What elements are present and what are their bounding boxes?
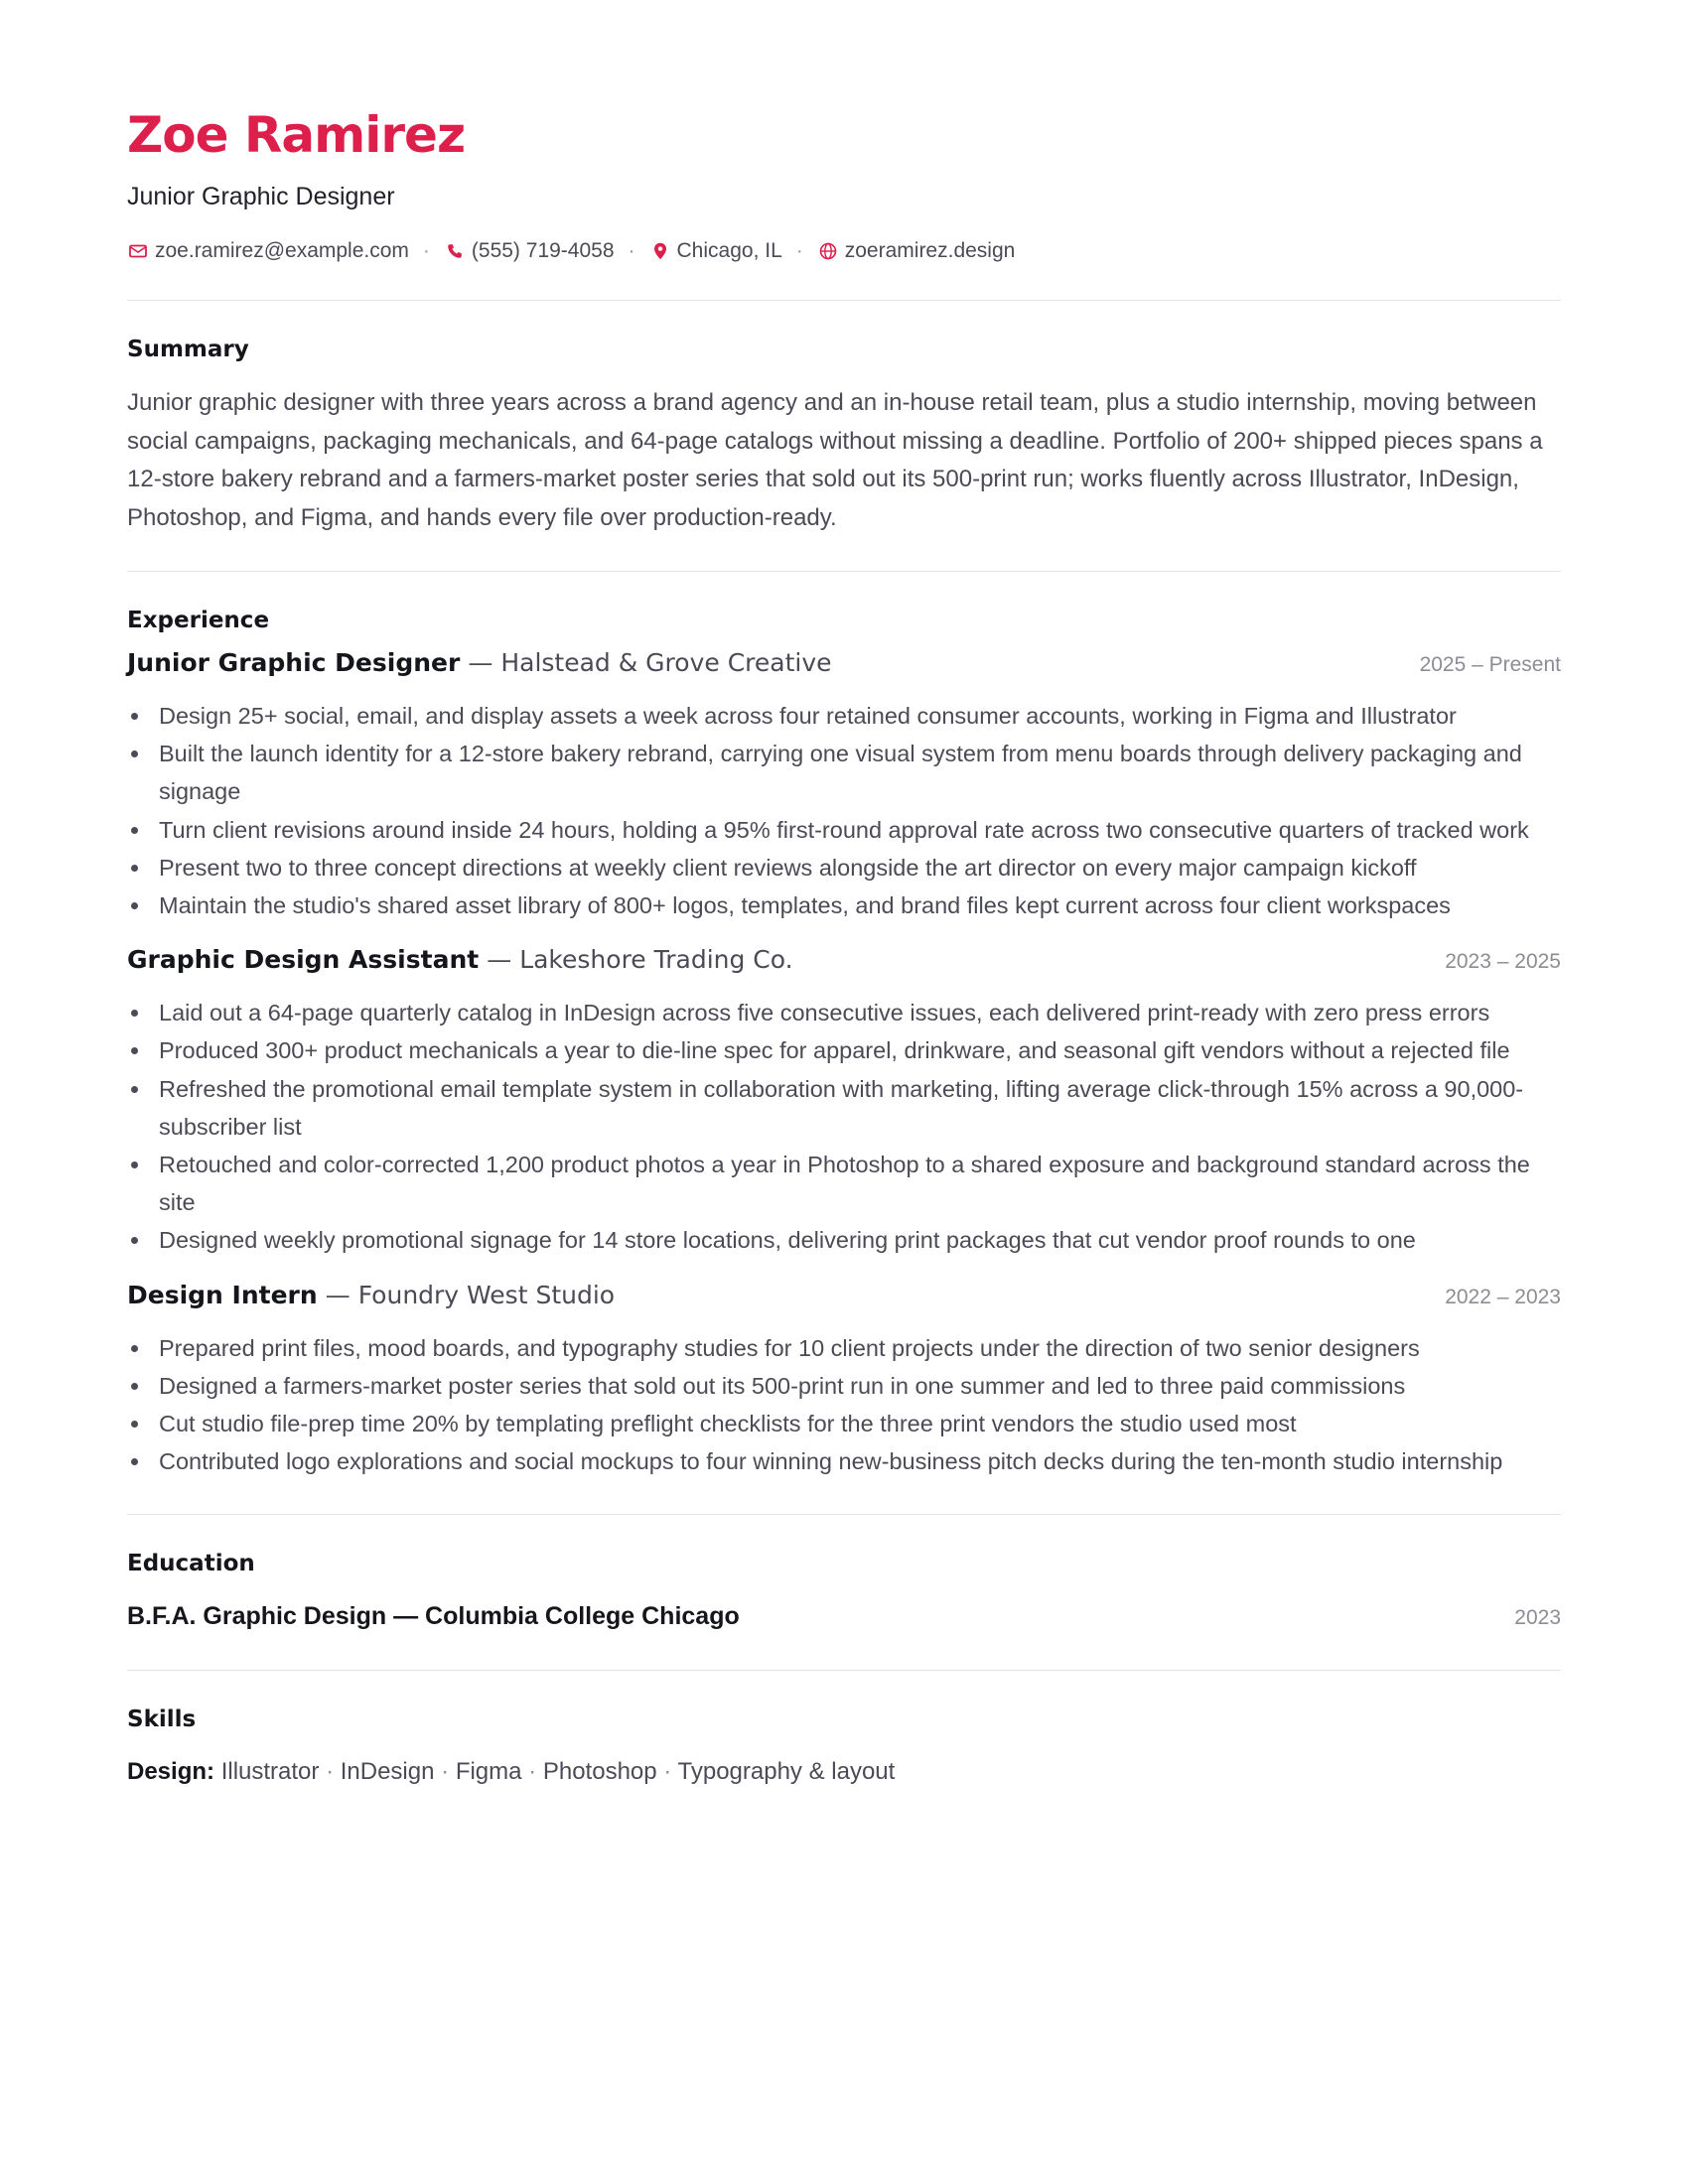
job-dash: — <box>468 648 493 677</box>
job-entry <box>127 942 1561 1259</box>
education-section <box>127 1549 1561 1636</box>
contact-email-text: zoe.ramirez@example.com <box>155 239 409 262</box>
skills-row <box>127 1754 1561 1790</box>
job-role: Design Intern <box>127 1280 318 1309</box>
summary-heading: Summary <box>127 337 249 362</box>
skills-label: Design: <box>127 1758 215 1786</box>
resume-header <box>127 99 1561 266</box>
skill-item: Figma <box>455 1758 522 1786</box>
skills-heading: Skills <box>127 1706 197 1733</box>
skill-separator: · <box>528 1758 537 1786</box>
summary-text: Junior graphic designer with three years across a brand agency and an in-house retail team, plus a studio internship, moving between social campaigns, packaging mechanicals, and 64-page catalogs without missing a deadline. Portfolio of 200+ shipped pieces spans a 12-store bakery rebrand and a farmers-market poster series that sold out its 500-print run; works fluently across Illustrator, InDesign, Photoshop, and Figma, and hands every file over production-ready. <box>127 389 1543 531</box>
job-company: Halstead & Grove Creative <box>500 648 832 677</box>
skill-item: Typography & layout <box>677 1758 896 1786</box>
section-divider <box>127 300 1561 301</box>
job-bullet: Designed a farmers-market poster series that sold out its 500-print run in one summer and led to three paid commissions <box>159 1367 1561 1405</box>
skill-separator: · <box>441 1758 450 1786</box>
contact-location <box>649 236 782 266</box>
job-bullet: Laid out a 64-page quarterly catalog in InDesign across five consecutive issues, each delivered print-ready with zero press errors <box>159 994 1561 1031</box>
job-bullet: Designed weekly promotional signage for 14 store locations, delivering print packages that cut vendor proof rounds to one <box>159 1221 1561 1259</box>
job-dates: 2023 – 2025 <box>1445 950 1561 974</box>
contact-separator: · <box>628 239 635 262</box>
job-bullet: Turn client revisions around inside 24 hours, holding a 95% first-round approval rate across two consecutive quarters of tracked work <box>159 811 1561 849</box>
experience-section <box>127 606 1561 1480</box>
candidate-name: Zoe Ramirez <box>127 106 466 164</box>
job-bullet: Present two to three concept directions at weekly client reviews alongside the art director on every major campaign kickoff <box>159 849 1561 887</box>
education-entry <box>127 1598 1561 1636</box>
envelope-icon <box>127 240 149 262</box>
job-dates: 2022 – 2023 <box>1445 1285 1561 1308</box>
section-divider <box>127 571 1561 572</box>
job-bullet: Cut studio file-prep time 20% by templating preflight checklists for the three print vendors the studio used most <box>159 1405 1561 1442</box>
job-role: Graphic Design Assistant <box>127 945 480 975</box>
map-pin-icon <box>649 240 671 262</box>
education-year: 2023 <box>1514 1606 1561 1630</box>
contact-phone-text: (555) 719-4058 <box>471 239 615 262</box>
experience-heading: Experience <box>127 608 270 633</box>
job-bullet: Retouched and color-corrected 1,200 product photos a year in Photoshop to a shared exposure and background standard across the site <box>159 1146 1561 1221</box>
job-dates: 2025 – Present <box>1419 653 1561 676</box>
contact-location-text: Chicago, IL <box>676 239 782 262</box>
job-company: Lakeshore Trading Co. <box>519 945 793 975</box>
job-bullet: Refreshed the promotional email template system in collaboration with marketing, lifting average click-through 15% across a 90,000-subscriber list <box>159 1070 1561 1146</box>
contact-separator: · <box>795 239 803 262</box>
job-bullet: Produced 300+ product mechanicals a year to die-line spec for apparel, drinkware, and seasonal gift vendors without a rejected file <box>159 1031 1561 1069</box>
job-dash: — <box>487 945 512 975</box>
education-heading: Education <box>127 1551 255 1577</box>
skills-section <box>127 1705 1561 1790</box>
summary-section <box>127 335 1561 537</box>
contact-website[interactable] <box>817 236 1016 266</box>
job-header <box>127 1278 1561 1317</box>
job-bullets <box>127 994 1561 1259</box>
skill-separator: · <box>326 1758 335 1786</box>
job-header <box>127 645 1561 685</box>
globe-icon <box>817 240 839 262</box>
job-dash: — <box>325 1280 351 1309</box>
candidate-title: Junior Graphic Designer <box>127 183 395 210</box>
job-bullet: Maintain the studio's shared asset library of 800+ logos, templates, and brand files kept current across four client workspaces <box>159 887 1561 924</box>
job-bullets <box>127 697 1561 924</box>
skill-item: InDesign <box>340 1758 435 1786</box>
contact-separator: · <box>422 239 430 262</box>
job-bullet: Prepared print files, mood boards, and typography studies for 10 client projects under the direction of two senior designers <box>159 1329 1561 1367</box>
education-degree: B.F.A. Graphic Design — Columbia College Chicago <box>127 1602 740 1631</box>
skill-item: Illustrator <box>220 1758 320 1786</box>
phone-icon <box>444 240 466 262</box>
job-bullet: Built the launch identity for a 12-store bakery rebrand, carrying one visual system from menu boards through delivery packaging and signage <box>159 735 1561 810</box>
job-header <box>127 942 1561 982</box>
job-bullet: Design 25+ social, email, and display assets a week across four retained consumer accounts, working in Figma and Illustrator <box>159 697 1561 735</box>
section-divider <box>127 1514 1561 1515</box>
contact-website-text: zoeramirez.design <box>844 239 1016 262</box>
skill-item: Photoshop <box>542 1758 657 1786</box>
job-bullet: Contributed logo explorations and social mockups to four winning new-business pitch decks during the ten-month studio internship <box>159 1442 1561 1480</box>
contact-email[interactable] <box>127 236 409 266</box>
contact-phone[interactable] <box>444 236 615 266</box>
contact-bar <box>127 236 1561 266</box>
job-entry <box>127 1278 1561 1481</box>
job-company: Foundry West Studio <box>357 1280 616 1309</box>
job-role: Junior Graphic Designer <box>127 648 461 677</box>
skill-separator: · <box>663 1758 672 1786</box>
job-bullets <box>127 1329 1561 1481</box>
section-divider <box>127 1670 1561 1671</box>
job-entry <box>127 645 1561 924</box>
